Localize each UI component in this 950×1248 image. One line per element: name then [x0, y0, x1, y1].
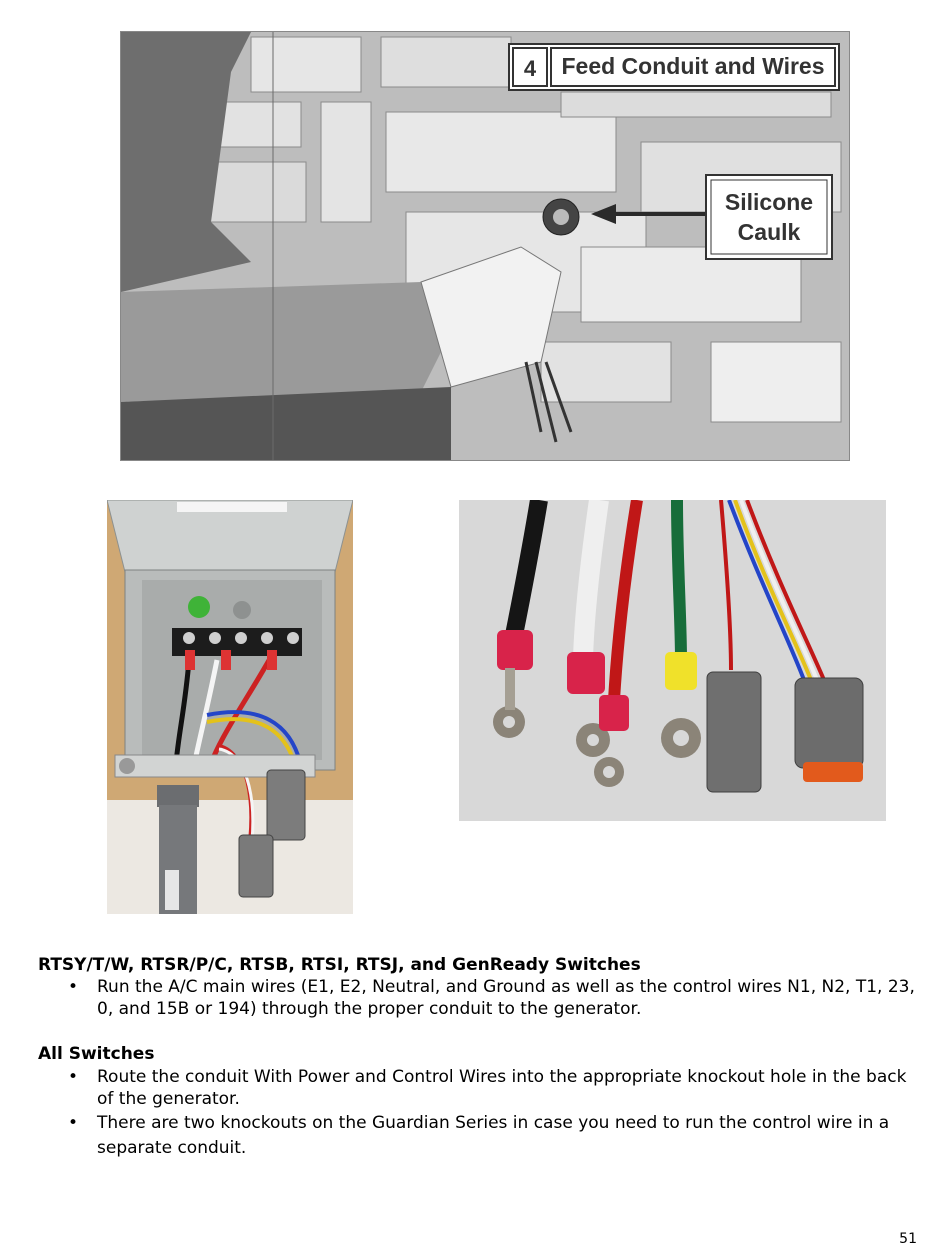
feed-conduit-photo	[120, 31, 850, 461]
section-switch-models-list	[38, 976, 918, 1020]
callout-caulk: Caulk	[737, 219, 801, 245]
callout-silicone: Silicone	[724, 189, 814, 215]
bullet-glyph: •	[68, 977, 79, 997]
step-title: Feed Conduit and Wires	[561, 53, 825, 79]
bullet-text: Run the A/C main wires (E1, E2, Neutral, and Ground as well as the control wires N1, N2, T1, 23, 0, and 15B or 194) through the proper conduit to the generator.	[97, 977, 915, 1019]
section-heading-all-switches: All Switches	[38, 1044, 155, 1064]
section-all-switches-list	[38, 1066, 918, 1161]
feed-conduit-illustration	[121, 32, 850, 461]
page-number: 51	[899, 1231, 917, 1247]
wire-terminals-illustration	[459, 500, 886, 821]
bullet-text: Route the conduit With Power and Control Wires into the appropriate knockout hole in the back of the generator.	[97, 1067, 907, 1109]
list-item	[38, 1066, 918, 1110]
bullet-glyph: •	[68, 1113, 79, 1133]
wire-terminals-photo	[459, 500, 886, 821]
bullet-glyph: •	[68, 1067, 79, 1087]
step-number: 4	[523, 56, 537, 81]
list-item	[38, 976, 918, 1020]
junction-box-photo	[107, 500, 353, 914]
junction-box-illustration	[107, 500, 353, 914]
list-item	[38, 1111, 918, 1161]
bullet-text: There are two knockouts on the Guardian Series in case you need to run the control wire in a separate conduit.	[97, 1113, 890, 1158]
section-heading-switch-models: RTSY/T/W, RTSR/P/C, RTSB, RTSI, RTSJ, and GenReady Switches	[38, 955, 641, 975]
